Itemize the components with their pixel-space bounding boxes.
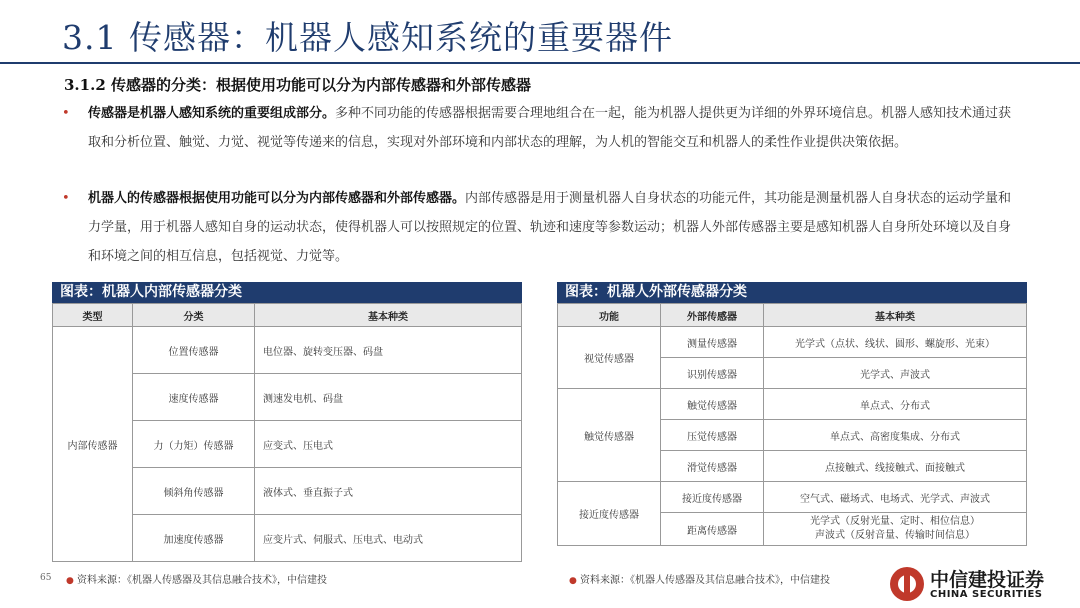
external-sensor-table	[557, 282, 1027, 546]
source-text: 资料来源：《机器人传感器及其信息融合技术》，中信建投	[580, 575, 831, 586]
category-cell: 加速度传感器	[133, 515, 255, 562]
paragraph-body: 多种不同功能的传感器根据需要合理地组合在一起，能为机器人提供更为详细的外界环境信息。机器人感知技术通过获取和分析位置、触觉、力觉、视觉等传递来的信息，实现对外部环境和内部状态的理解，为人机的智能交互和机器人的柔性作业提供决策依据。	[88, 106, 1012, 150]
sensor-cell: 测量传感器	[661, 327, 764, 358]
kinds-cell: 光学式、声波式	[764, 358, 1027, 389]
category-cell: 倾斜角传感器	[133, 468, 255, 515]
column-header: 基本种类	[764, 304, 1027, 327]
kinds-cell: 单点式、高密度集成、分布式	[764, 420, 1027, 451]
kinds-cell: 应变片式、伺服式、压电式、电动式	[255, 515, 522, 562]
table-row	[558, 482, 1027, 513]
group-cell: 内部传感器	[53, 327, 133, 562]
logo-english-name: CHINA SECURITIES	[930, 589, 1043, 600]
column-header: 外部传感器	[661, 304, 764, 327]
function-cell: 触觉传感器	[558, 389, 661, 482]
table-row	[558, 389, 1027, 420]
logo-emblem-icon	[890, 567, 924, 601]
kinds-line-1: 光学式（反射光量、定时、相位信息）	[810, 516, 980, 527]
column-header: 功能	[558, 304, 661, 327]
kinds-cell: 应变式、压电式	[255, 421, 522, 468]
table-row	[53, 327, 522, 374]
kinds-cell: 单点式、分布式	[764, 389, 1027, 420]
brand-logo	[890, 565, 1070, 605]
paragraph-1	[62, 99, 1022, 157]
bullet-icon: •	[62, 106, 70, 121]
category-cell: 速度传感器	[133, 374, 255, 421]
kinds-cell: 光学式（点状、线状、圆形、螺旋形、光束）	[764, 327, 1027, 358]
category-cell: 位置传感器	[133, 327, 255, 374]
sensor-cell: 触觉传感器	[661, 389, 764, 420]
logo-chinese-name: 中信建投证券	[930, 569, 1045, 591]
kinds-cell: 电位器、旋转变压器、码盘	[255, 327, 522, 374]
page-title: 3.1 传感器：机器人感知系统的重要器件	[62, 18, 673, 57]
internal-sensor-table	[52, 282, 522, 562]
page-number: 65	[40, 573, 52, 583]
paragraph-lead: 传感器是机器人感知系统的重要组成部分。	[88, 106, 336, 121]
table-heading: 图表：机器人外部传感器分类	[557, 282, 1027, 303]
title-divider	[0, 62, 1080, 64]
kinds-cell	[764, 513, 1027, 546]
kinds-cell: 测速发电机、码盘	[255, 374, 522, 421]
sensor-cell: 滑觉传感器	[661, 451, 764, 482]
table-row	[558, 327, 1027, 358]
bullet-icon: ●	[66, 576, 74, 586]
sensor-cell: 识别传感器	[661, 358, 764, 389]
bullet-icon: ●	[569, 576, 577, 586]
category-cell: 力（力矩）传感器	[133, 421, 255, 468]
kinds-cell: 点接触式、线接触式、面接触式	[764, 451, 1027, 482]
bullet-icon: •	[62, 191, 70, 206]
paragraph-body: 内部传感器是用于测量机器人自身状态的功能元件，其功能是测量机器人自身状态的运动学量和力学量，用于机器人感知自身的运动状态，使得机器人可以按照规定的位置、轨迹和速度等参数运动；机器人外部传感器主要是感知机器人自身所处环境以及自身和环境之间的相互信息，包括视觉、力觉等。	[88, 191, 1012, 264]
sensor-cell: 接近度传感器	[661, 482, 764, 513]
column-header: 分类	[133, 304, 255, 327]
paragraph-lead: 机器人的传感器根据使用功能可以分为内部传感器和外部传感器。	[88, 191, 466, 206]
kinds-cell: 空气式、磁场式、电场式、光学式、声波式	[764, 482, 1027, 513]
column-header: 基本种类	[255, 304, 522, 327]
sensor-cell: 压觉传感器	[661, 420, 764, 451]
paragraph-2	[62, 184, 1022, 271]
source-text: 资料来源：《机器人传感器及其信息融合技术》，中信建投	[77, 575, 328, 586]
source-note-left	[66, 571, 327, 586]
kinds-line-2: 声波式（反射音量、传输时间信息）	[815, 530, 975, 541]
section-subtitle: 3.1.2 传感器的分类：根据使用功能可以分为内部传感器和外部传感器	[64, 76, 531, 94]
table-heading: 图表：机器人内部传感器分类	[52, 282, 522, 303]
function-cell: 视觉传感器	[558, 327, 661, 389]
kinds-cell: 液体式、垂直振子式	[255, 468, 522, 515]
source-note-right	[569, 571, 830, 586]
sensor-cell: 距离传感器	[661, 513, 764, 546]
column-header: 类型	[53, 304, 133, 327]
function-cell: 接近度传感器	[558, 482, 661, 546]
